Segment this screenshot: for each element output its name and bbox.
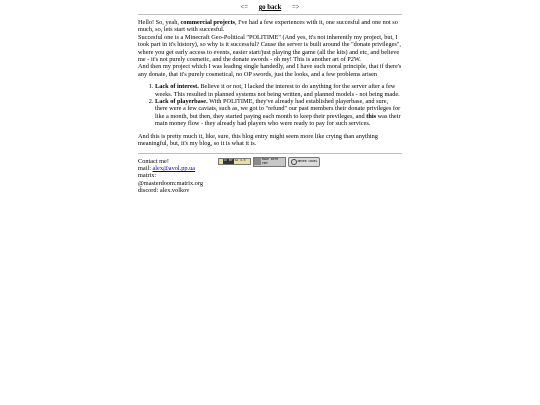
list-item-text: Believe it or not, I lacked the interest to do anything for the server after a few weeks. This resulted in planned systems not being written, and planned models - not being made.: [155, 83, 400, 98]
list-item-text: was their main money flow - they already had players who were ready to pay for such services.: [155, 112, 401, 128]
license-badge-left: CC BY: [223, 158, 233, 163]
vim-badge-label: MADE WITH VIM: [261, 157, 279, 165]
next-arrow[interactable]: =>: [291, 4, 300, 11]
intro-text-1: Hello! So, yeah,: [138, 19, 181, 26]
prev-arrow[interactable]: <=: [240, 4, 249, 11]
contact-block: [138, 158, 218, 195]
list-item-title: Lack of playerbase.: [155, 98, 208, 106]
license-badge-right: SA 4.0: [234, 158, 246, 163]
blog-entry: [138, 14, 402, 195]
matrix-label: matrix:: [138, 172, 157, 180]
list-item: [155, 98, 402, 128]
top-navigation: [0, 4, 540, 12]
badge-icon: [291, 159, 297, 165]
never-cruel-badge[interactable]: [288, 157, 320, 167]
list-item-emphasis: this: [366, 112, 377, 120]
list-item-title: Lack of interest.: [155, 83, 199, 91]
list-item: [155, 83, 402, 98]
top-divider: [138, 14, 402, 15]
vim-icon: [254, 158, 261, 165]
intro-text-2: , I've had a few experiences with it, one succesful and one not so much, so, lets start with succesful.: [138, 19, 398, 34]
badge-row: [218, 157, 320, 167]
go-back-link[interactable]: go back: [258, 4, 282, 11]
license-badge[interactable]: [218, 158, 251, 165]
discord-line: discord: alex.volkov: [138, 187, 190, 195]
bottom-divider: [138, 153, 402, 154]
mail-label: mail:: [138, 164, 153, 172]
matrix-id: @masterdoom:matrix.org: [138, 179, 203, 187]
never-cruel-badge-label: NEVER CRUEL: [297, 158, 318, 163]
mail-link[interactable]: alex@avol.pp.ua: [152, 164, 196, 172]
problems-list: [138, 83, 402, 127]
intro-bold: commercial projects: [180, 19, 235, 26]
mail-line: [138, 165, 218, 172]
footer: [138, 158, 402, 195]
contact-heading: Contact me!: [138, 157, 169, 165]
own-project-paragraph: And then my project which I was leading single handedly, and I have such moral principle, that if there's any donate, that it's purely cosmetical, no OP swords, just the looks, and a few problems arisen: [138, 63, 402, 78]
outro-paragraph: And this is pretty much it, like, sure, this blog entry might seem more like crying than anything meaningful, but, it's my blog, so it is what it is.: [138, 132, 378, 148]
vim-badge[interactable]: [253, 157, 286, 167]
list-item-text: With POLITIME, they've already had established playerbase, and sure, there were a few caviats, such as, we got to "refund" our past members their donate privileges for like a month, but then, they started paying each month to keep their previleges, and: [155, 98, 401, 120]
intro-paragraph: [138, 19, 402, 34]
politime-paragraph: Succesful one is a Minecraft Geo-Political "POLITIME" (And yes, it's not inherently my project, but, I took part in it's history), so why is it successful? Cause the server is built around the "donate privileges", where you get early access to events, easier start/just playing the game (all the kits) and etc, and believe me - it's not purely cosmetic, and the donate swords - oh my! This is another art of P2W.: [138, 33, 401, 64]
